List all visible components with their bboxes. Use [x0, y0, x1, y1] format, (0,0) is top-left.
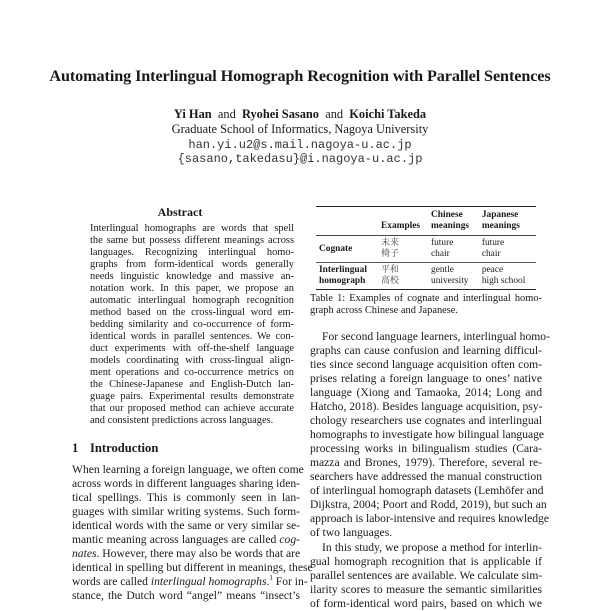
abstract-line: models coordinating with cross-lingual align- — [90, 355, 294, 366]
abstract-line: the Chinese-Japanese and English-Dutch lan- — [90, 379, 294, 390]
italic-term: interlingual homographs — [150, 575, 267, 588]
table-header-empty — [316, 207, 378, 236]
label-line: Interlingual — [319, 265, 367, 275]
affiliation: Graduate School of Informatics, Nagoya University — [171, 122, 429, 136]
section-number: 1 — [72, 441, 79, 455]
table-header-row — [316, 207, 536, 236]
body-line: gual homograph recognition that is applicable if — [310, 555, 542, 568]
author-name: Yi Han — [173, 107, 212, 121]
table-header-examples: Examples — [381, 221, 421, 231]
abstract-line: languages. Recognizing interlingual homo- — [90, 247, 294, 258]
body-line: language (Xiong and Tamaoka, 2014; Long and — [310, 386, 542, 399]
caption-line: graph across Chinese and Japanese. — [310, 305, 459, 316]
body-line: of interlingual homograph datasets (Lemhöfer and — [310, 484, 544, 497]
example-word: 平和 — [381, 265, 400, 275]
abstract-line: duct experiments with off-the-shelf language — [90, 343, 294, 354]
examples-cell — [378, 236, 428, 263]
abstract-line: automatic interlingual homograph recognition — [90, 295, 294, 306]
body-line: chology researchers use cognates and interlingual — [310, 414, 542, 427]
body-line: mantic meaning across languages are called cog- — [72, 533, 300, 546]
examples-cell — [378, 263, 428, 290]
author-list — [0, 107, 600, 122]
abstract-line: and consistent predictions across languages. — [90, 415, 274, 426]
body-line: searchers have addressed the manual construction — [310, 470, 542, 483]
body-line: In this study, we propose a method for interlin- — [322, 541, 542, 554]
body-line: identical in spelling but different in meanings, these — [72, 561, 313, 574]
body-line: mazza and Brones, 1979). Therefore, several re- — [310, 456, 542, 469]
meaning: future — [431, 238, 454, 248]
example-word: 高校 — [381, 276, 400, 286]
header-line: meanings — [431, 221, 470, 231]
header-line: Japanese — [481, 210, 519, 220]
row-label — [316, 263, 378, 290]
author-separator: and — [217, 107, 236, 121]
body-line: identical words with the same or very similar se- — [72, 519, 300, 532]
body-line: tical spellings. This is commonly seen in lan- — [72, 491, 300, 504]
body-line: prises relating a foreign language to ones’ native — [310, 372, 542, 385]
meaning: chair — [481, 249, 501, 259]
abstract-line: the same but possess different meanings across — [90, 235, 294, 246]
italic-term: cog- — [279, 533, 300, 546]
body-line: For second language learners, interlingual homo- — [322, 330, 550, 343]
body-line: words are called interlingual homographs.$^1$ For in- — [72, 574, 308, 588]
caption-line: Table 1: Examples of cognate and interlingual homo- — [310, 293, 542, 304]
header-line: Chinese — [431, 210, 463, 220]
table-row — [316, 263, 536, 290]
body-line: Dijkstra, 2004; Poort and Rodd, 2019), but such an — [310, 498, 547, 511]
table-row — [316, 236, 536, 263]
body-line: nates. However, there may also be words that are — [72, 547, 301, 560]
section-title: Introduction — [90, 441, 159, 455]
section-heading-introduction — [72, 441, 158, 456]
abstract-line: needs linguistic knowledge and massive an- — [90, 271, 294, 282]
author-name: Koichi Takeda — [349, 107, 427, 121]
author-separator: and — [325, 107, 344, 121]
meaning: university — [431, 276, 469, 286]
italic-term: nates — [72, 547, 97, 560]
label-line: homograph — [319, 276, 366, 286]
row-label: Cognate — [319, 243, 353, 254]
japanese-meaning-cell — [479, 263, 536, 290]
table-1 — [316, 206, 536, 290]
footnote-marker[interactable]: 1 — [269, 574, 273, 582]
paper-title: Automating Interlingual Homograph Recognition with Parallel Sentences — [49, 67, 551, 85]
meaning: future — [481, 238, 505, 248]
abstract-line: guage pairs. Experimental results demonstrate — [90, 391, 294, 402]
email-address[interactable]: han.yi.u2@s.mail.nagoya-u.ac.jp — [188, 138, 412, 152]
meaning: high school — [481, 276, 526, 286]
body-line: stance, the Dutch word “angel” means “insect’s — [72, 589, 300, 602]
body-line: parallel sentences are available. We calculate sim- — [310, 569, 543, 582]
chinese-meaning-cell — [428, 236, 479, 263]
body-line: of two languages. — [310, 526, 393, 539]
header-line: meanings — [481, 221, 520, 231]
meaning: gentle — [431, 265, 454, 275]
chinese-meaning-cell — [428, 263, 479, 290]
table-header-japanese — [479, 207, 536, 236]
abstract-line: ment operations and co-occurrence metrics on — [90, 367, 294, 378]
body-line: across words in different languages sharing iden- — [72, 477, 300, 490]
body-line: homographs to investigate how bilingual language — [310, 428, 545, 441]
body-line: approach is labor-intensive and requires knowledge — [310, 512, 549, 525]
abstract-line: Interlingual homographs are words that spell — [90, 223, 294, 234]
body-line: guages with similar writing systems. Such form- — [72, 505, 300, 518]
example-word: 未来 — [381, 238, 400, 248]
body-line: ties since second language acquisition often com- — [310, 358, 542, 371]
body-line: processing works in bilingualism studies (Cara- — [310, 442, 542, 455]
example-word: 椅子 — [381, 249, 400, 259]
body-line: ilarity scores to measure the semantic similarities — [310, 583, 542, 596]
abstract-line: graphs from form-identical words generally — [90, 259, 294, 270]
body-line: graphs can cause confusion and learning difficul- — [310, 344, 542, 357]
abstract-line: notation work. In this paper, we propose an — [90, 283, 294, 294]
abstract-line: that our proposed method can achieve accurate — [90, 403, 294, 414]
author-name: Ryohei Sasano — [241, 107, 319, 121]
abstract-heading: Abstract — [157, 205, 203, 219]
email-address[interactable]: {sasano,takedasu}@i.nagoya-u.ac.jp — [177, 152, 423, 166]
meaning: chair — [431, 249, 450, 259]
abstract-line: identical words in parallel sentences. We con- — [90, 331, 294, 342]
abstract-line: method based on the cross-lingual word em- — [90, 307, 294, 318]
table-header-chinese — [428, 207, 479, 236]
body-line: of form-identical word pairs, based on which we — [310, 597, 542, 610]
body-line: Hatcho, 2018). Besides language acquisition, psy- — [310, 400, 543, 413]
abstract-line: bedding similarity and co-occurrence of form- — [90, 319, 294, 330]
body-line: When learning a foreign language, we often come — [72, 463, 304, 476]
meaning: peace — [481, 265, 504, 275]
japanese-meaning-cell — [479, 236, 536, 263]
